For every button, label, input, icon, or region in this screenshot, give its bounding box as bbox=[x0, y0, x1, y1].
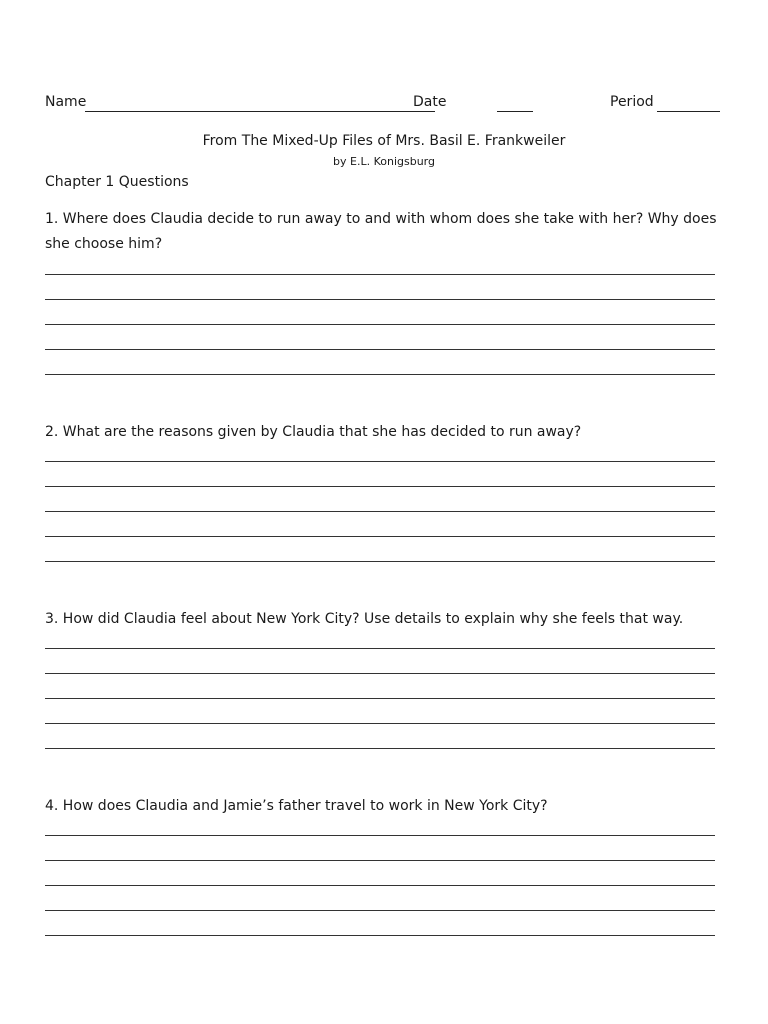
answer-line[interactable] bbox=[45, 748, 715, 749]
answer-line[interactable] bbox=[45, 299, 715, 300]
question-3: 3. How did Claudia feel about New York City? Use details to explain why she feels that way. bbox=[45, 611, 684, 627]
question-2: 2. What are the reasons given by Claudia that she has decided to run away? bbox=[45, 424, 582, 440]
answer-line[interactable] bbox=[45, 698, 715, 699]
answer-line[interactable] bbox=[45, 885, 715, 886]
answer-line[interactable] bbox=[45, 723, 715, 724]
book-author: by E.L. Konigsburg bbox=[333, 155, 435, 168]
name-label: Name bbox=[45, 94, 87, 110]
answer-line[interactable] bbox=[45, 536, 715, 537]
date-label: Date bbox=[413, 94, 447, 110]
answer-line[interactable] bbox=[45, 349, 715, 350]
student-info-row bbox=[45, 94, 721, 116]
answer-line[interactable] bbox=[45, 274, 715, 275]
period-label: Period bbox=[610, 94, 654, 110]
answer-line[interactable] bbox=[45, 910, 715, 911]
answer-line[interactable] bbox=[45, 935, 715, 936]
answer-line[interactable] bbox=[45, 486, 715, 487]
answer-line[interactable] bbox=[45, 648, 715, 649]
answer-line[interactable] bbox=[45, 860, 715, 861]
question-4: 4. How does Claudia and Jamie’s father travel to work in New York City? bbox=[45, 798, 548, 814]
answer-line[interactable] bbox=[45, 511, 715, 512]
answer-line[interactable] bbox=[45, 673, 715, 674]
answer-line[interactable] bbox=[45, 324, 715, 325]
book-title: From The Mixed-Up Files of Mrs. Basil E. Frankweiler bbox=[202, 133, 566, 149]
date-field-line[interactable] bbox=[497, 111, 533, 112]
name-field-line[interactable] bbox=[85, 111, 435, 112]
answer-line[interactable] bbox=[45, 835, 715, 836]
answer-line[interactable] bbox=[45, 374, 715, 375]
answer-line[interactable] bbox=[45, 461, 715, 462]
answer-line[interactable] bbox=[45, 561, 715, 562]
question-1: 1. Where does Claudia decide to run away to and with whom does she take with her? Why does she choose him? bbox=[45, 211, 717, 252]
chapter-heading: Chapter 1 Questions bbox=[45, 174, 189, 190]
period-field-line[interactable] bbox=[657, 111, 720, 112]
